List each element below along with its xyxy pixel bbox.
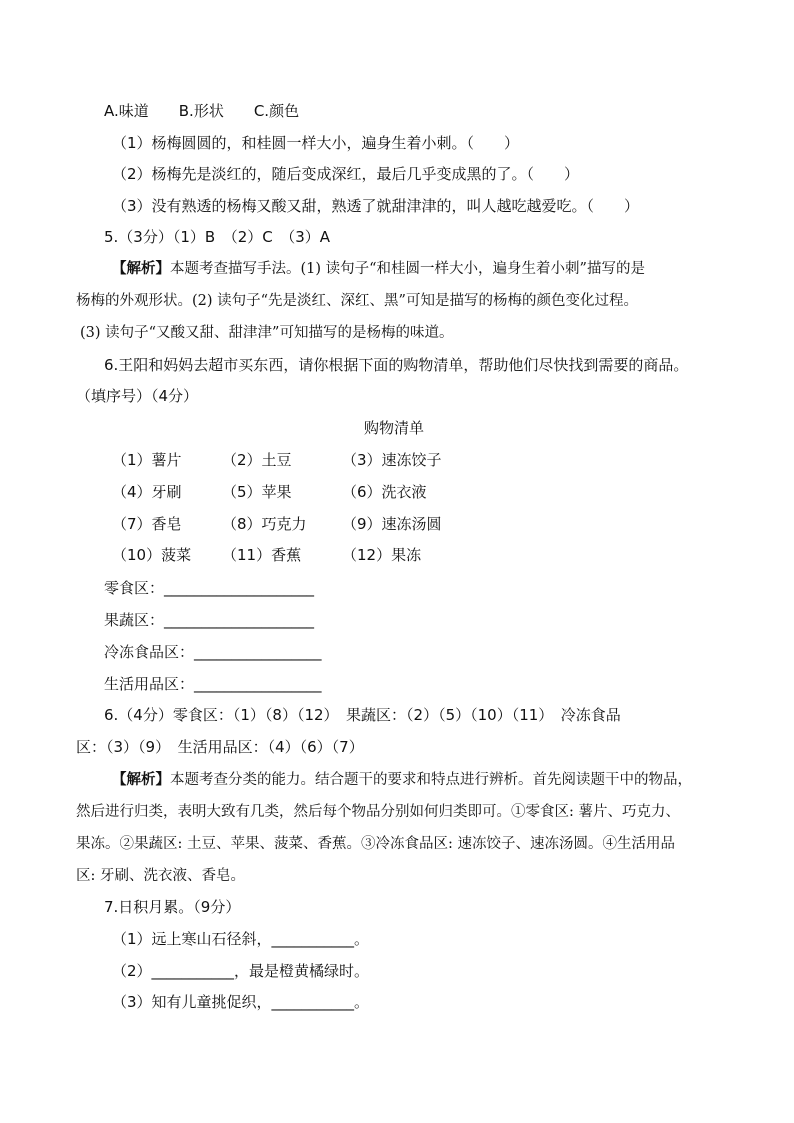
q4-item-1: （1）杨梅圆圆的，和桂圆一样大小，遍身生着小刺。（ ） <box>112 134 520 152</box>
q4-item-3: （3）没有熟透的杨梅又酸又甜，熟透了就甜津津的，叫人越吃越爱吃。（ ） <box>112 197 640 215</box>
q7-item-2: （2）___________，最是橙黄橘绿时。 <box>112 962 370 980</box>
shopping-list-title: 购物清单 <box>364 419 425 437</box>
a6-analysis-line-4: 区: 牙刷、洗衣液、香皂。 <box>76 868 245 884</box>
q6-stem-line-1: 6.王阳和妈妈去超市买东西，请你根据下面的购物清单，帮助他们尽快找到需要的商品。 <box>104 356 689 374</box>
list-item: （8）巧克力 <box>222 515 307 533</box>
q7-item-1: （1）远上寒山石径斜，___________。 <box>112 930 370 948</box>
list-item: （6）洗衣液 <box>342 483 427 501</box>
a6-answer-line-2: 区：（3）（9） 生活用品区：（4）（6）（7） <box>76 738 364 756</box>
list-item: （2）土豆 <box>222 451 292 469</box>
a5-answer: 5.（3分）（1）B （2）C （3）A <box>104 228 331 246</box>
list-item: （5）苹果 <box>222 483 292 501</box>
list-item: （12）果冻 <box>342 546 422 564</box>
a5-analysis-line-2: 杨梅的外观形状。(2) 读句子“先是淡红、深红、黑”可知是描写的杨梅的颜色变化过程。 <box>76 293 638 309</box>
q7-stem: 7.日积月累。（9分） <box>104 898 241 916</box>
q4-options: A.味道 B.形状 C.颜色 <box>104 102 300 120</box>
zone-produce: 果蔬区：____________________ <box>104 611 315 629</box>
list-item: （9）速冻汤圆 <box>342 515 442 533</box>
a6-analysis-line-2: 然后进行归类，表明大致有几类，然后每个物品分别如何归类即可。①零食区: 薯片、巧克力、 <box>76 804 680 820</box>
q7-item-3: （3）知有儿童挑促织，___________。 <box>112 993 370 1011</box>
q4-item-2: （2）杨梅先是淡红的，随后变成深红，最后几乎变成黑的了。（ ） <box>112 165 580 183</box>
a5-analysis-line-3: (3) 读句子“又酸又甜、甜津津”可知描写的是杨梅的味道。 <box>80 325 454 341</box>
list-item: （11）香蕉 <box>222 546 302 564</box>
zone-frozen: 冷冻食品区：_________________ <box>104 643 322 661</box>
q6-stem-line-2: （填序号）（4分） <box>76 387 199 405</box>
zone-household: 生活用品区：_________________ <box>104 675 322 693</box>
list-item: （7）香皂 <box>112 515 182 533</box>
a6-analysis-line-1 <box>112 770 692 790</box>
list-item: （3）速冻饺子 <box>342 451 442 469</box>
a6-analysis-text-1: 本题考查分类的能力。结合题干的要求和特点进行辨析。首先阅读题干中的物品， <box>170 772 692 788</box>
zone-snack: 零食区：____________________ <box>104 579 315 597</box>
a5-analysis-text-1: 本题考查描写手法。(1) 读句子“和桂圆一样大小，遍身生着小刺”描写的是 <box>170 261 645 277</box>
list-item: （1）薯片 <box>112 451 182 469</box>
a6-analysis-line-3: 果冻。②果蔬区: 土豆、苹果、菠菜、香蕉。③冷冻食品区: 速冻饺子、速冻汤圆。④生活用品 <box>76 836 675 852</box>
list-item: （10）菠菜 <box>112 546 192 564</box>
analysis-tag: 【解析】 <box>112 260 170 277</box>
a6-answer-line-1: 6.（4分）零食区：（1）（8）（12） 果蔬区：（2）（5）（10）（11） 冷冻食品 <box>104 706 621 724</box>
analysis-tag: 【解析】 <box>112 771 170 788</box>
list-item: （4）牙刷 <box>112 483 182 501</box>
a5-analysis-line-1 <box>112 259 645 279</box>
